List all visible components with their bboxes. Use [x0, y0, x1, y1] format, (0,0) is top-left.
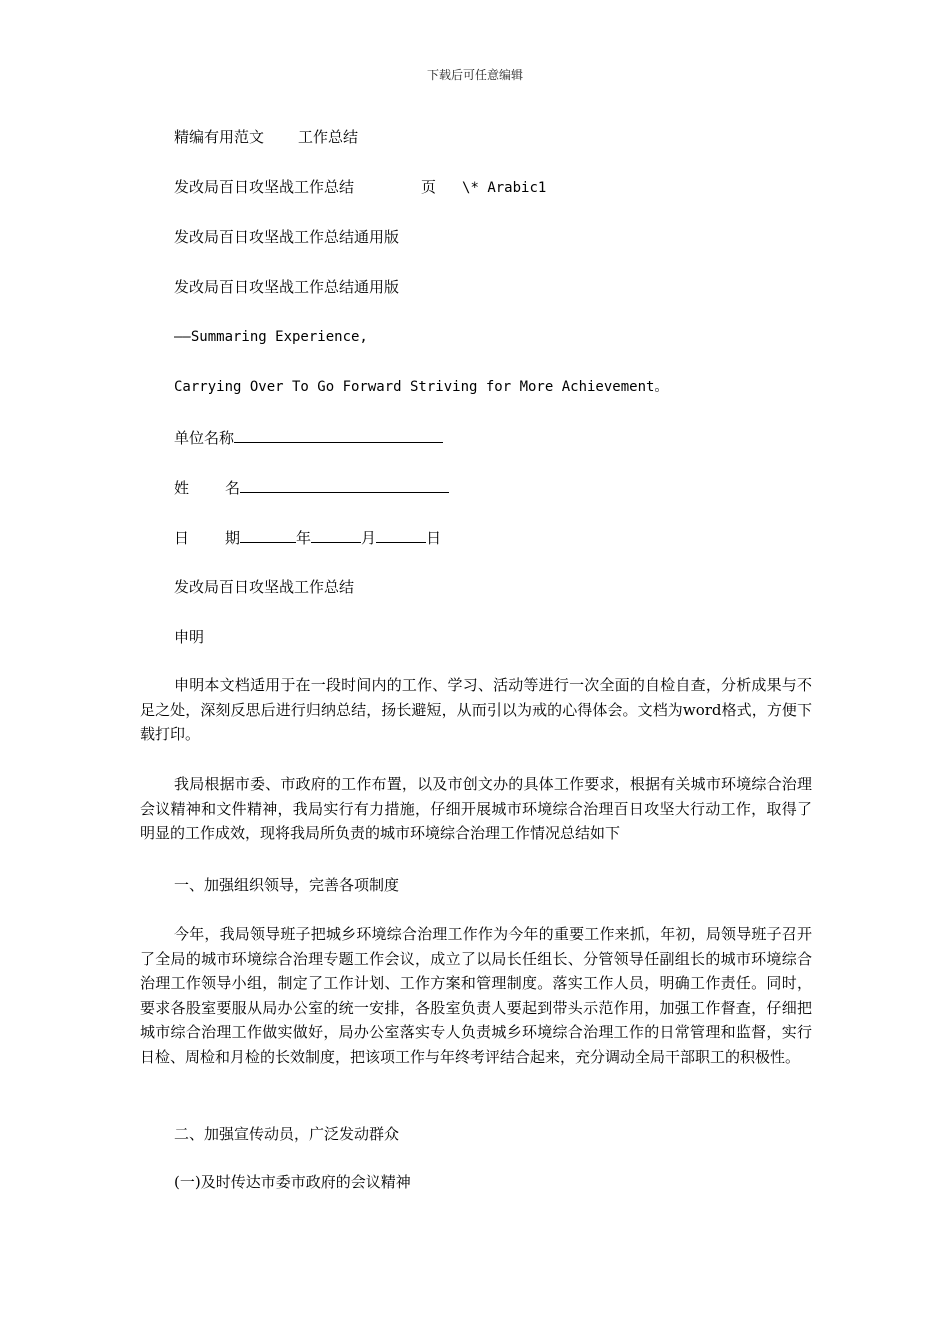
- page-header-note: 下载后可任意编辑: [426, 68, 523, 82]
- doc-english-line-2: Carrying Over To Go Forward Striving for More Achievement。: [174, 379, 669, 395]
- person-name-label-1: 姓: [174, 479, 190, 497]
- section-2-heading: 二、加强宣传动员，广泛发动群众: [174, 1125, 400, 1143]
- unit-name-blank: [234, 427, 443, 443]
- person-name-field: [174, 477, 449, 498]
- category-label: 精编有用范文: [174, 128, 265, 146]
- date-field: [174, 527, 441, 548]
- unit-name-label: 单位名称: [174, 429, 235, 447]
- statement-paragraph: 申明本文档适用于在一段时间内的工作、学习、活动等进行一次全面的自检自查，分析成果与不足之处，深刻反思后进行归纳总结，扬长避短，从而引以为戒的心得体会。文档为word格式，方便下载打印。: [140, 676, 812, 743]
- field-title: 发改局百日攻坚战工作总结: [174, 178, 355, 196]
- date-label-1: 日: [174, 529, 190, 547]
- person-name-label-2: 名: [225, 479, 241, 497]
- day-label: 日: [426, 529, 442, 547]
- person-name-blank: [240, 477, 449, 493]
- field-code: \* Arabic1: [462, 180, 547, 196]
- doc-subtitle-2: 发改局百日攻坚战工作总结通用版: [174, 278, 400, 296]
- doc-english-line-1: ——Summaring Experience,: [174, 329, 368, 345]
- category-type: 工作总结: [298, 128, 359, 146]
- doc-title: 发改局百日攻坚战工作总结: [174, 578, 355, 596]
- section-1-paragraph: 今年，我局领导班子把城乡环境综合治理工作作为今年的重要工作来抓，年初，局领导班子召开了全局的城市环境综合治理专题工作会议，成立了以局长任组长、分管领导任副组长的城市环境综合治理工作领导小组，制定了工作计划、工作方案和管理制度。落实工作人员，明确工作责任。同时，要求各股室要服从局办公室的统一安排，各股室负责人要起到带头示范作用，加强工作督查，仔细把城市综合治理工作做实做好，局办公室落实专人负责城乡环境综合治理工作的日常管理和监督，实行日检、周检和月检的长效制度，把该项工作与年终考评结合起来，充分调动全局干部职工的积极性。: [140, 925, 812, 1066]
- section-1-heading: 一、加强组织领导，完善各项制度: [174, 876, 400, 894]
- doc-subtitle-1: 发改局百日攻坚战工作总结通用版: [174, 228, 400, 246]
- field-page: 页: [421, 178, 437, 196]
- month-blank: [311, 527, 361, 543]
- month-label: 月: [361, 529, 377, 547]
- year-blank: [240, 527, 296, 543]
- unit-name-field: [174, 427, 443, 448]
- intro-paragraph: 我局根据市委、市政府的工作布置，以及市创文办的具体工作要求，根据有关城市环境综合治理会议精神和文件精神，我局实行有力措施，仔细开展城市环境综合治理百日攻坚大行动工作，取得了明显的工作成效，现将我局所负责的城市环境综合治理工作情况总结如下: [140, 775, 812, 842]
- date-label-2: 期: [225, 529, 241, 547]
- section-2-subheading: (一)及时传达市委市政府的会议精神: [174, 1173, 411, 1191]
- year-label: 年: [296, 529, 312, 547]
- statement-heading: 申明: [174, 628, 205, 646]
- day-blank: [376, 527, 426, 543]
- doc-category-line: [174, 127, 358, 147]
- doc-field-code-line: [174, 177, 546, 198]
